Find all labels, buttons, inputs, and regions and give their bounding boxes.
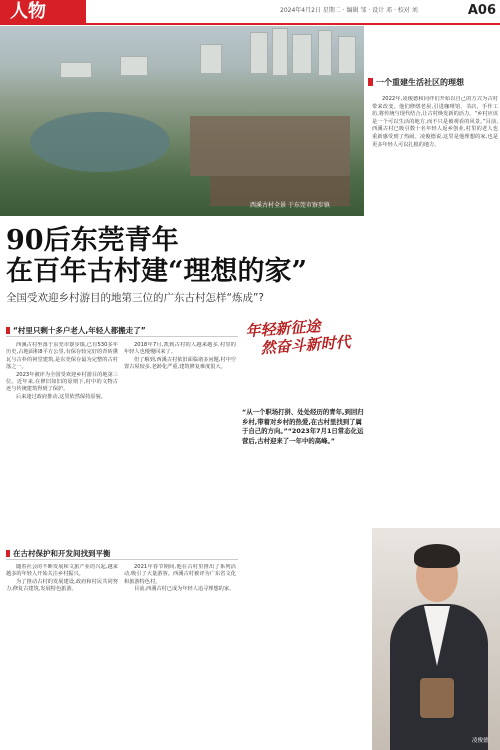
paragraph: 2021年春节期间,他在古村里推出了系列活动,吸引了大量游客。西溪古村被评为广东省文化和旅游特色村。 [124, 564, 236, 585]
headline-line-1: 90后东莞青年 [6, 225, 179, 256]
right-column-text [372, 96, 498, 521]
section-tag: 人物 [0, 0, 86, 24]
section-2-column-2 [124, 564, 236, 746]
paragraph: 为了推动古村的发展建设,政府和村民共同努力,修复古建筑,发展特色旅游。 [6, 578, 118, 593]
page-number: A06 [467, 3, 496, 18]
section-2-heading-text: 在古村保护和开发间找到平衡 [13, 549, 111, 558]
paragraph: 但了解到,西溪古村依旧面临诸多问题,村中空置古屋较多,老龄化严重,建筑修复难度很大。 [124, 356, 236, 371]
slogan-line-1: 年轻新征途 [244, 317, 321, 341]
slogan-line-2: 然奋斗新时代 [260, 332, 352, 358]
pull-quote: “从一个职场打拼、处处经历的青年,到回归乡村,带着对乡村的热爱,在古村里找到了属于自己的方向。”“2023年7月1日常态化运营后,古村迎来了一年中的高峰。” [242, 408, 364, 445]
brush-slogan [245, 314, 369, 358]
divider [6, 559, 238, 560]
village-aerial-photo [0, 26, 364, 216]
paragraph: 后来逢过政府推动,这里依然保持原貌。 [16, 393, 106, 400]
issue-meta-line: 2024年4月2日 星期二 · 编辑 邹 · 设计 邓 · 校对 刘 [280, 7, 418, 14]
section-1-column-2 [124, 342, 236, 534]
right-section-heading [368, 77, 498, 88]
header-rule [0, 23, 500, 25]
photo-caption: 西溪古村全景 于东莞市寮步镇 [250, 202, 330, 209]
right-paragraph: 2022年,凌俊德和同伴们开始以自己的方式为古村带来改变。他们修缮老屋,引进咖啡馆、书店、手作工坊,将传统与现代结合,让古村焕发新的活力。“乡村应该是一个可以生活的地方,而不只是被观看的风景。”目前,西溪古村已吸引数十名年轻人返乡创业,村里的老人也重新感受到了热闹。凌俊德说,这里是他理想的家,也是更多年轻人可以扎根的地方。 [372, 96, 498, 148]
portrait-photo [372, 528, 500, 750]
paragraph: 2018年7月,凯到古村的人越来越多,村里的年轻人也慢慢回来了。 [124, 342, 236, 356]
headline-line-2: 在百年古村建“理想的家” [6, 256, 308, 287]
section-1-heading-text: “村里只剩十多户老人,年轻人都搬走了” [13, 326, 146, 335]
paragraph: 2023年被评为全国受欢迎乡村游目的地第三位。近年来,在修旧如旧的原则下,村中的文物古迹与传统建筑得到了保护。 [6, 371, 118, 393]
headline [6, 225, 366, 287]
right-heading-text: 一个重建生活社区的理想 [376, 78, 464, 87]
paragraph: 随着社会的不断发展和文旅产业的兴起,越来越多的年轻人开始关注乡村振兴。 [6, 564, 118, 578]
section-1-column-1 [6, 342, 118, 534]
paragraph: 目前,西溪古村已成为年轻人追寻理想的家。 [134, 586, 235, 593]
paragraph: 西溪古村坐落于东莞市寮步镇,已有530多年历史,占地面积8平方公里,有保存较完好的青砖黛瓦与古朴的祠堂建筑,是东莞保存最为完整的古村落之一。 [6, 342, 118, 371]
section-2-column-1 [6, 564, 118, 746]
subheadline: 全国受欢迎乡村游目的地第三位的广东古村怎样“炼成”? [6, 292, 264, 304]
divider [6, 336, 238, 337]
section-2-heading [6, 548, 236, 559]
section-1-heading [6, 325, 236, 336]
portrait-caption: 凌俊德 [472, 738, 489, 744]
